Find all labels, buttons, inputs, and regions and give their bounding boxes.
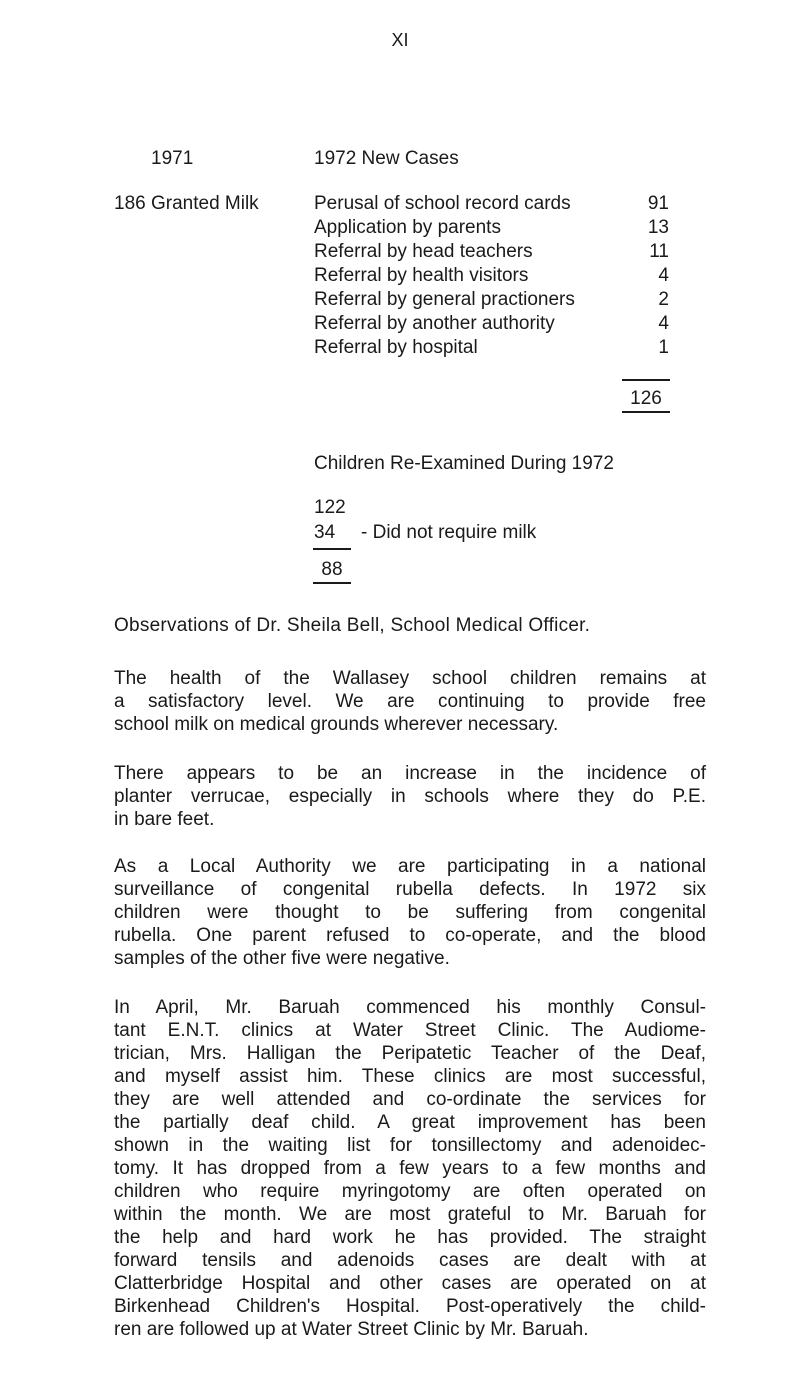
net-underline <box>313 582 351 584</box>
table-row <box>314 217 669 243</box>
row-label: Referral by health visitors <box>314 265 529 286</box>
paragraph-line: tomy. It has dropped from a few years to a few months and <box>114 1158 706 1179</box>
row-label: Referral by another authority <box>314 313 555 334</box>
paragraph <box>114 762 706 831</box>
paragraph-line: tant E.N.T. clinics at Water Street Clinic. The Audiome- <box>114 1020 706 1041</box>
row-value: 2 <box>658 289 669 310</box>
paragraph-line: children who require myringotomy are often operated on <box>114 1181 706 1202</box>
paragraph-line: Birkenhead Children's Hospital. Post-operatively the child- <box>114 1296 706 1317</box>
row-value: 1 <box>658 337 669 358</box>
paragraph-line: in bare feet. <box>114 809 215 830</box>
paragraph-line: In April, Mr. Baruah commenced his monthly Consul- <box>114 997 706 1018</box>
paragraph-line: within the month. We are most grateful to Mr. Baruah for <box>114 1204 706 1225</box>
subtraction-rule <box>313 548 351 550</box>
granted-milk-count: 186 Granted Milk <box>114 193 259 214</box>
table-row <box>314 337 669 363</box>
paragraph-line: There appears to be an increase in the incidence of <box>114 763 706 784</box>
paragraph <box>114 996 706 1341</box>
paragraph <box>114 667 706 736</box>
row-value: 4 <box>658 313 669 334</box>
paragraph-line: trician, Mrs. Halligan the Peripatetic Teacher of the Deaf, <box>114 1043 706 1064</box>
net-count: 88 <box>321 559 343 580</box>
total-underline <box>622 411 670 413</box>
paragraph-line: As a Local Authority we are participating in a national <box>114 856 706 877</box>
row-label: Referral by head teachers <box>314 241 533 262</box>
paragraph-line: surveillance of congenital rubella defects. In 1972 six <box>114 879 706 900</box>
paragraph-line: samples of the other five were negative. <box>114 948 450 969</box>
row-label: Referral by general practioners <box>314 289 575 310</box>
table-row <box>314 241 669 267</box>
paragraph-line: the partially deaf child. A great improvement has been <box>114 1112 706 1133</box>
paragraph-line: ren are followed up at Water Street Clinic by Mr. Baruah. <box>114 1319 589 1340</box>
column-heading-1972: 1972 New Cases <box>314 148 459 169</box>
observations-heading: Observations of Dr. Sheila Bell, School Medical Officer. <box>114 615 591 636</box>
paragraph-line: school milk on medical grounds wherever necessary. <box>114 714 559 735</box>
total-value: 126 <box>630 388 662 409</box>
paragraph-line: Clatterbridge Hospital and other cases are operated on at <box>114 1273 706 1294</box>
row-value: 13 <box>647 217 669 238</box>
paragraph-line: the help and hard work he has provided. The straight <box>114 1227 706 1248</box>
row-value: 91 <box>647 193 669 214</box>
paragraph-line: rubella. One parent refused to co-operate, and the blood <box>114 925 706 946</box>
paragraph-line: they are well attended and co-ordinate the services for <box>114 1089 706 1110</box>
row-label: Perusal of school record cards <box>314 193 571 214</box>
total-rule <box>622 379 670 381</box>
table-row <box>314 265 669 291</box>
paragraph <box>114 855 706 970</box>
row-value: 4 <box>658 265 669 286</box>
paragraph-line: shown in the waiting list for tonsillectomy and adenoidec- <box>114 1135 706 1156</box>
paragraph-line: and myself assist him. These clinics are most successful, <box>114 1066 706 1087</box>
row-label: Referral by hospital <box>314 337 478 358</box>
not-require-count: 34 <box>314 522 336 543</box>
paragraph-line: a satisfactory level. We are continuing to provide free <box>114 691 706 712</box>
row-value: 11 <box>649 241 669 262</box>
paragraph-line: The health of the Wallasey school children remains at <box>114 668 706 689</box>
table-row <box>314 313 669 339</box>
table-row <box>314 193 669 219</box>
paragraph-line: children were thought to be suffering from congenital <box>114 902 706 923</box>
reexamined-count: 122 <box>314 497 346 518</box>
paragraph-line: forward tensils and adenoids cases are dealt with at <box>114 1250 706 1271</box>
page-number: XI <box>391 30 409 50</box>
row-label: Application by parents <box>314 217 501 238</box>
paragraph-line: planter verrucae, especially in schools where they do P.E. <box>114 786 706 807</box>
reexamined-heading: Children Re-Examined During 1972 <box>314 453 614 474</box>
not-require-note: - Did not require milk <box>361 522 537 543</box>
table-row <box>314 289 669 315</box>
column-heading-1971: 1971 <box>151 148 194 169</box>
